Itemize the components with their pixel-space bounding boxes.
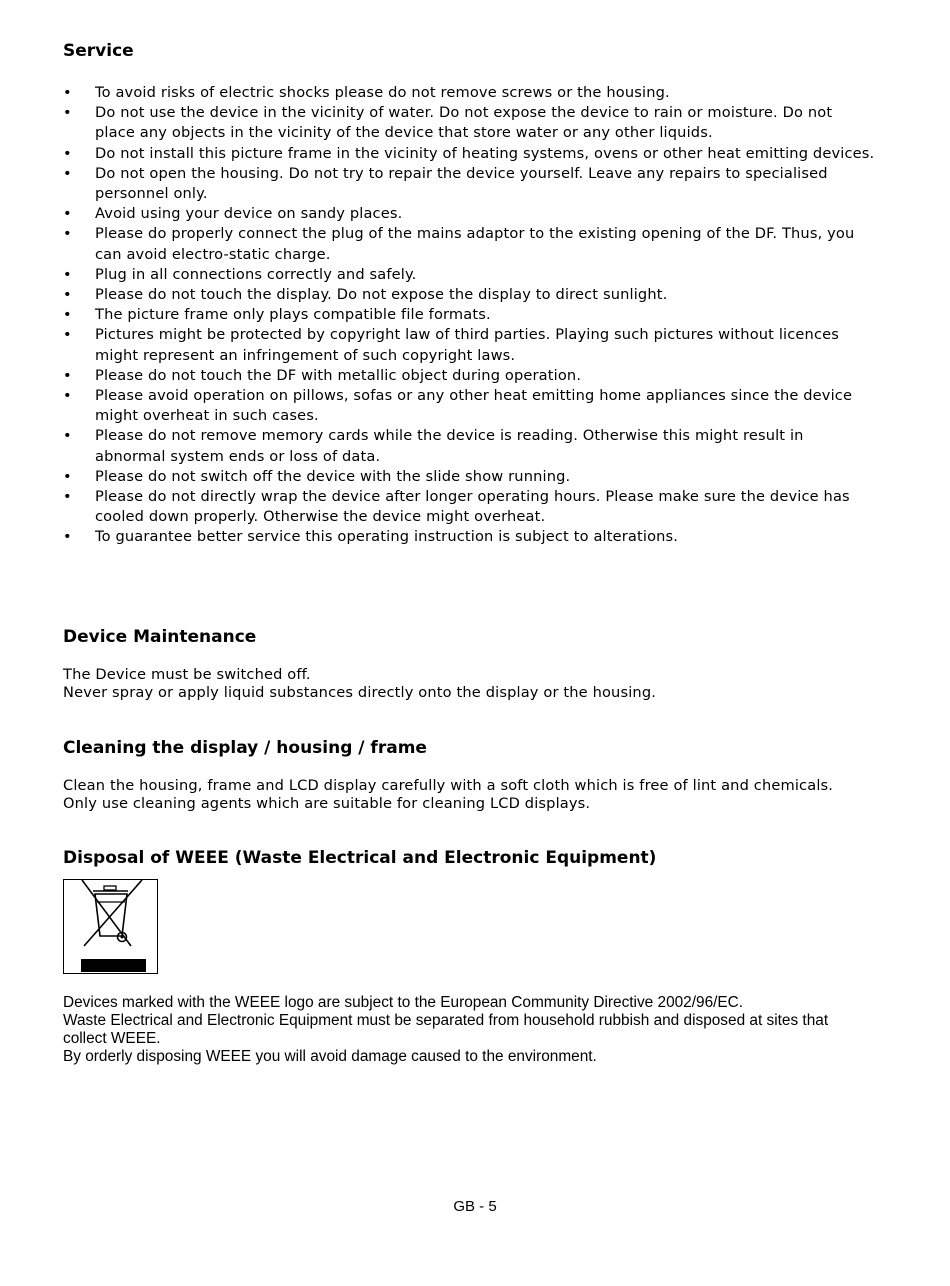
service-item-text: The picture frame only plays compatible file formats. xyxy=(95,306,491,324)
service-item-text: Please do properly connect the plug of the mains adaptor to the existing opening of the DF. Thus, you can avoid electro-static charge. xyxy=(95,225,855,263)
cleaning-heading: Cleaning the display / housing / frame xyxy=(63,738,427,758)
cleaning-line: Only use cleaning agents which are suitable for cleaning LCD displays. xyxy=(63,795,591,812)
disposal-heading: Disposal of WEEE (Waste Electrical and Electronic Equipment) xyxy=(63,848,657,868)
service-item-text: Please do not touch the DF with metallic object during operation. xyxy=(95,366,582,384)
service-item-5 xyxy=(63,204,875,224)
service-item-7 xyxy=(63,265,875,285)
bullet: • xyxy=(63,265,72,283)
bullet: • xyxy=(63,366,72,384)
disposal-line: Devices marked with the WEEE logo are subject to the European Community Directive 2002/96/EC. xyxy=(63,994,744,1011)
bullet: • xyxy=(63,205,72,223)
cleaning-text xyxy=(63,777,875,813)
service-item-text: Do not open the housing. Do not try to repair the device yourself. Leave any repairs to specialised personnel only. xyxy=(95,164,828,203)
maintenance-text xyxy=(63,666,875,702)
bullet: • xyxy=(63,306,72,324)
service-item-10 xyxy=(63,325,875,365)
service-item-8 xyxy=(63,285,875,305)
maintenance-heading: Device Maintenance xyxy=(63,627,257,647)
service-item-text: Please do not touch the display. Do not expose the display to direct sunlight. xyxy=(95,286,668,304)
bullet: • xyxy=(63,286,72,304)
bullet: • xyxy=(63,144,72,162)
service-item-text: Plug in all connections correctly and safely. xyxy=(95,265,417,283)
bullet: • xyxy=(63,427,72,445)
cleaning-line: Clean the housing, frame and LCD display carefully with a soft cloth which is free of lint and chemicals. xyxy=(63,777,834,794)
service-item-11 xyxy=(63,366,875,386)
service-item-text: Please do not remove memory cards while the device is reading. Otherwise this might result in abnormal system ends or loss of data. xyxy=(95,427,804,465)
disposal-line: By orderly disposing WEEE you will avoid damage caused to the environment. xyxy=(63,1048,597,1065)
bullet: • xyxy=(63,225,72,243)
service-item-13 xyxy=(63,426,875,466)
service-item-text: To avoid risks of electric shocks please do not remove screws or the housing. xyxy=(95,84,670,101)
service-heading: Service xyxy=(63,41,134,61)
bullet: • xyxy=(63,467,72,485)
bullet: • xyxy=(63,164,72,182)
service-item-9 xyxy=(63,305,875,325)
maintenance-line: Never spray or apply liquid substances directly onto the display or the housing. xyxy=(63,684,657,701)
service-item-text: Please do not directly wrap the device after longer operating hours. Please make sure the device has cooled down properly. Otherwise the device might overheat. xyxy=(95,488,850,526)
service-item-text: Please avoid operation on pillows, sofas or any other heat emitting home appliances since the device might overheat in such cases. xyxy=(95,387,853,425)
bullet: • xyxy=(63,488,72,506)
service-item-4 xyxy=(63,164,875,204)
service-item-1 xyxy=(63,83,875,103)
service-item-14 xyxy=(63,467,875,487)
page-number: GB - 5 xyxy=(453,1198,497,1215)
disposal-line: Waste Electrical and Electronic Equipment must be separated from household rubbish and disposed at sites that collect WEEE. xyxy=(63,1012,829,1047)
weee-logo xyxy=(63,879,158,974)
service-item-12 xyxy=(63,386,875,426)
service-item-6 xyxy=(63,224,875,264)
service-item-2 xyxy=(63,103,875,143)
crossed-out-wheelie-bin-icon xyxy=(64,880,156,972)
service-item-text: Pictures might be protected by copyright law of third parties. Playing such pictures without licences might represent an infringement of such copyright laws. xyxy=(95,326,840,364)
service-item-text: Avoid using your device on sandy places. xyxy=(95,205,403,223)
service-item-text: Please do not switch off the device with the slide show running. xyxy=(95,467,571,485)
bullet: • xyxy=(63,326,72,344)
bullet: • xyxy=(63,104,72,122)
service-item-16 xyxy=(63,527,875,547)
service-list xyxy=(63,83,875,548)
service-item-3 xyxy=(63,144,875,164)
service-item-text: Do not install this picture frame in the vicinity of heating systems, ovens or other heat emitting devices. xyxy=(95,144,875,162)
bullet: • xyxy=(63,387,72,405)
service-item-15 xyxy=(63,487,875,527)
disposal-text xyxy=(63,994,875,1066)
bullet: • xyxy=(63,84,72,101)
maintenance-line: The Device must be switched off. xyxy=(63,666,311,683)
service-item-text: Do not use the device in the vicinity of water. Do not expose the device to rain or moisture. Do not place any objects in the vicinity of the device that store water or any other liquids. xyxy=(95,104,833,142)
service-item-text: To guarantee better service this operating instruction is subject to alterations. xyxy=(95,528,679,546)
bullet: • xyxy=(63,528,72,546)
